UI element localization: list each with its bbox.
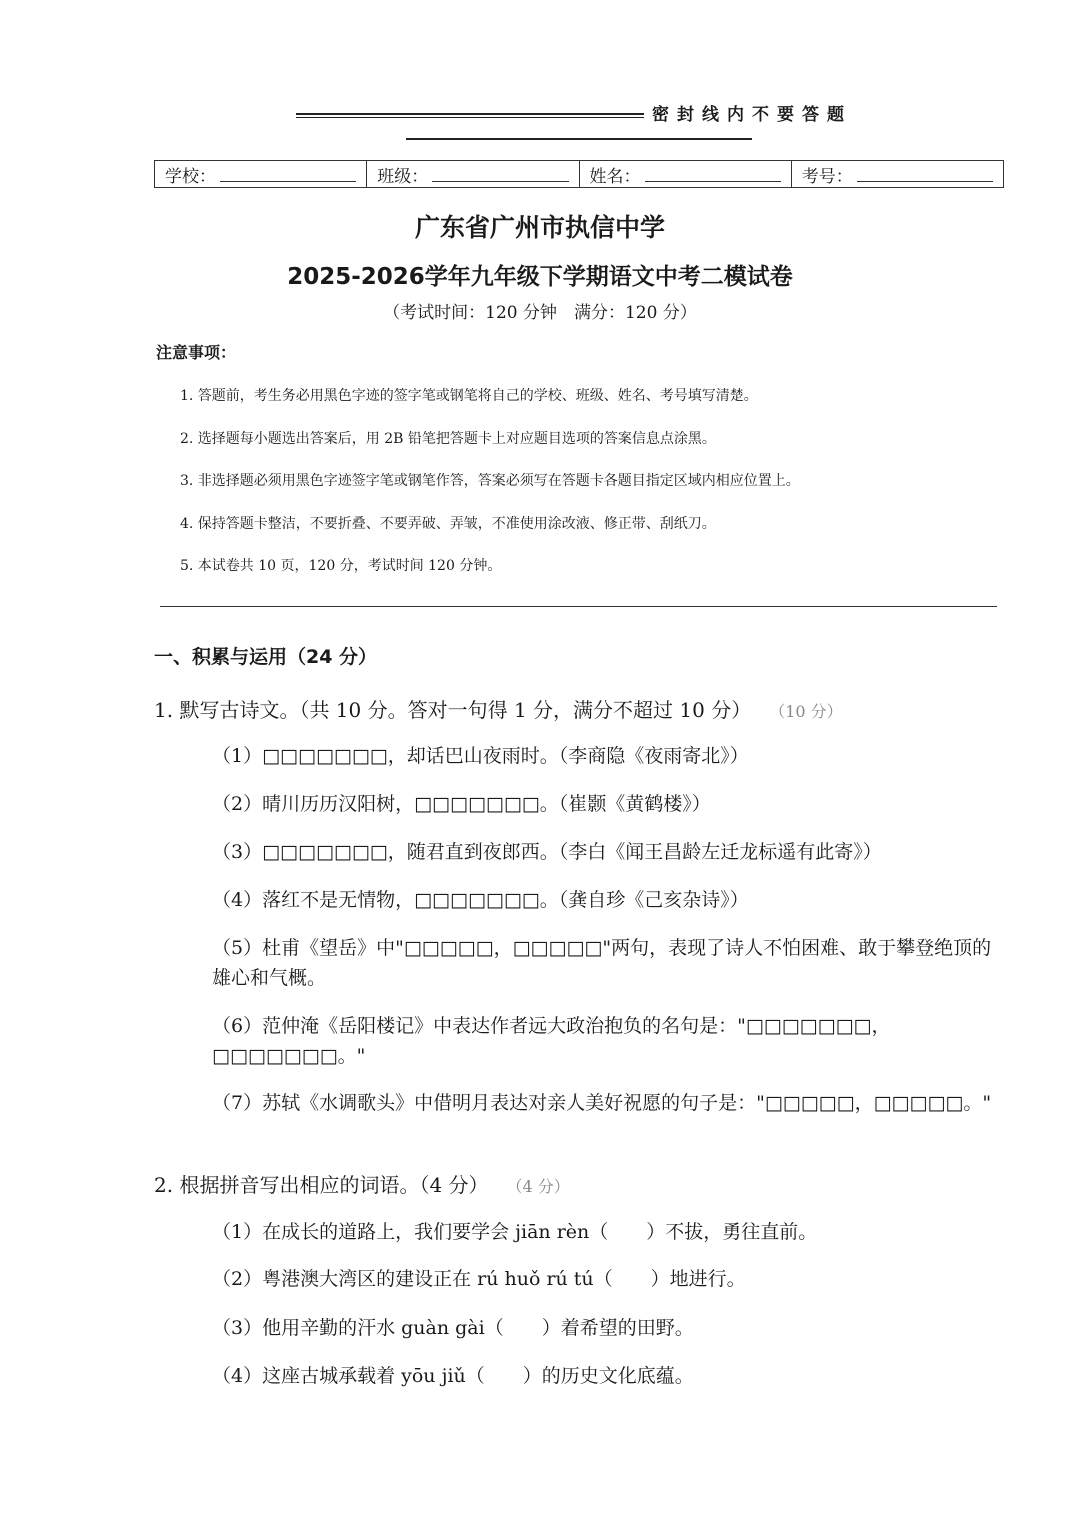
note-item: 5. 本试卷共 10 页，120 分，考试时间 120 分钟。 xyxy=(180,558,502,574)
notes-heading: 注意事项： xyxy=(156,343,237,362)
name-field[interactable] xyxy=(580,161,792,187)
seal-rule-top xyxy=(296,113,644,115)
name-field-label: 姓名： xyxy=(589,166,641,187)
exam-info: （考试时间：120 分钟 满分：120 分） xyxy=(383,303,697,323)
question-1-item: （7）苏轼《水调歌头》中借明月表达对亲人美好祝愿的句子是："□□□□□，□□□□□。" xyxy=(212,1092,992,1114)
student-info-row xyxy=(154,160,1004,188)
note-item: 1. 答题前，考生务必用黑色字迹的签字笔或钢笔将自己的学校、班级、姓名、考号填写清楚。 xyxy=(180,388,758,404)
notes-list xyxy=(180,384,1000,597)
school-title: 广东省广州市执信中学 xyxy=(414,213,665,242)
seal-label: 密封线内不要答题 xyxy=(652,105,852,125)
exam-number-field[interactable] xyxy=(792,161,1003,187)
question-1-item: （6）范仲淹《岳阳楼记》中表达作者远大政治抱负的名句是："□□□□□□□，□□□□□□□。" xyxy=(212,1015,891,1067)
note-item: 4. 保持答题卡整洁，不要折叠、不要弄破、弄皱，不准使用涂改液、修正带、刮纸刀。 xyxy=(180,515,716,532)
question-2-score: （4 分） xyxy=(514,1177,570,1196)
question-2 xyxy=(154,1169,570,1198)
question-1-item: （3）□□□□□□□，随君直到夜郎西。（李白《闻王昌龄左迁龙标遥有此寄》） xyxy=(212,841,882,863)
seal-rule-bottom xyxy=(406,138,752,140)
question-2-item: （1）在成长的道路上，我们要学会 jiān rèn（ ）不拔，勇往直前。 xyxy=(212,1221,818,1243)
name-field-blank[interactable] xyxy=(645,167,781,182)
question-1 xyxy=(154,694,843,723)
school-field-blank[interactable] xyxy=(220,167,356,182)
question-2-item: （4）这座古城承载着 yōu jiǔ（ ）的历史文化底蕴。 xyxy=(212,1365,694,1387)
school-field-label: 学校： xyxy=(165,166,216,187)
class-field-label: 班级： xyxy=(377,166,429,187)
seal-rule-top-thin xyxy=(296,117,644,118)
question-2-item: （2）粤港澳大湾区的建设正在 rú huǒ rú tú（ ）地进行。 xyxy=(212,1268,746,1290)
seal-line xyxy=(296,100,876,146)
question-1-item: （2）晴川历历汉阳树，□□□□□□□。（崔颢《黄鹤楼》） xyxy=(212,793,711,815)
question-1-item: （5）杜甫《望岳》中"□□□□□，□□□□□"两句，表现了诗人不怕困难、敢于攀登绝顶的雄心和气概。 xyxy=(212,937,992,989)
school-field[interactable] xyxy=(155,161,367,187)
class-field-blank[interactable] xyxy=(432,167,568,182)
divider xyxy=(160,606,997,607)
question-1-score: （10 分） xyxy=(777,702,843,721)
exam-title: 2025-2026学年九年级下学期语文中考二模试卷 xyxy=(287,264,793,290)
note-item: 3. 非选择题必须用黑色字迹签字笔或钢笔作答，答案必须写在答题卡各题目指定区域内相应位置上。 xyxy=(180,473,800,489)
question-1-item: （1）□□□□□□□，却话巴山夜雨时。（李商隐《夜雨寄北》） xyxy=(212,745,749,767)
class-field[interactable] xyxy=(367,161,579,187)
question-1-item: （4）落红不是无情物，□□□□□□□。（龚自珍《己亥杂诗》） xyxy=(212,889,749,911)
section-title: 一、积累与运用（24 分） xyxy=(154,646,378,668)
note-item: 2. 选择题每小题选出答案后，用 2B 铅笔把答题卡上对应题目选项的答案信息点涂黑。 xyxy=(180,430,716,447)
question-1-stem: 1. 默写古诗文。（共 10 分。答对一句得 1 分，满分不超过 10 分） xyxy=(154,698,752,722)
exam-number-field-label: 考号： xyxy=(801,166,853,187)
question-2-item: （3）他用辛勤的汗水 guàn gài（ ）着希望的田野。 xyxy=(212,1317,694,1339)
exam-number-field-blank[interactable] xyxy=(857,167,993,182)
question-2-stem: 2. 根据拼音写出相应的词语。（4 分） xyxy=(154,1173,489,1197)
